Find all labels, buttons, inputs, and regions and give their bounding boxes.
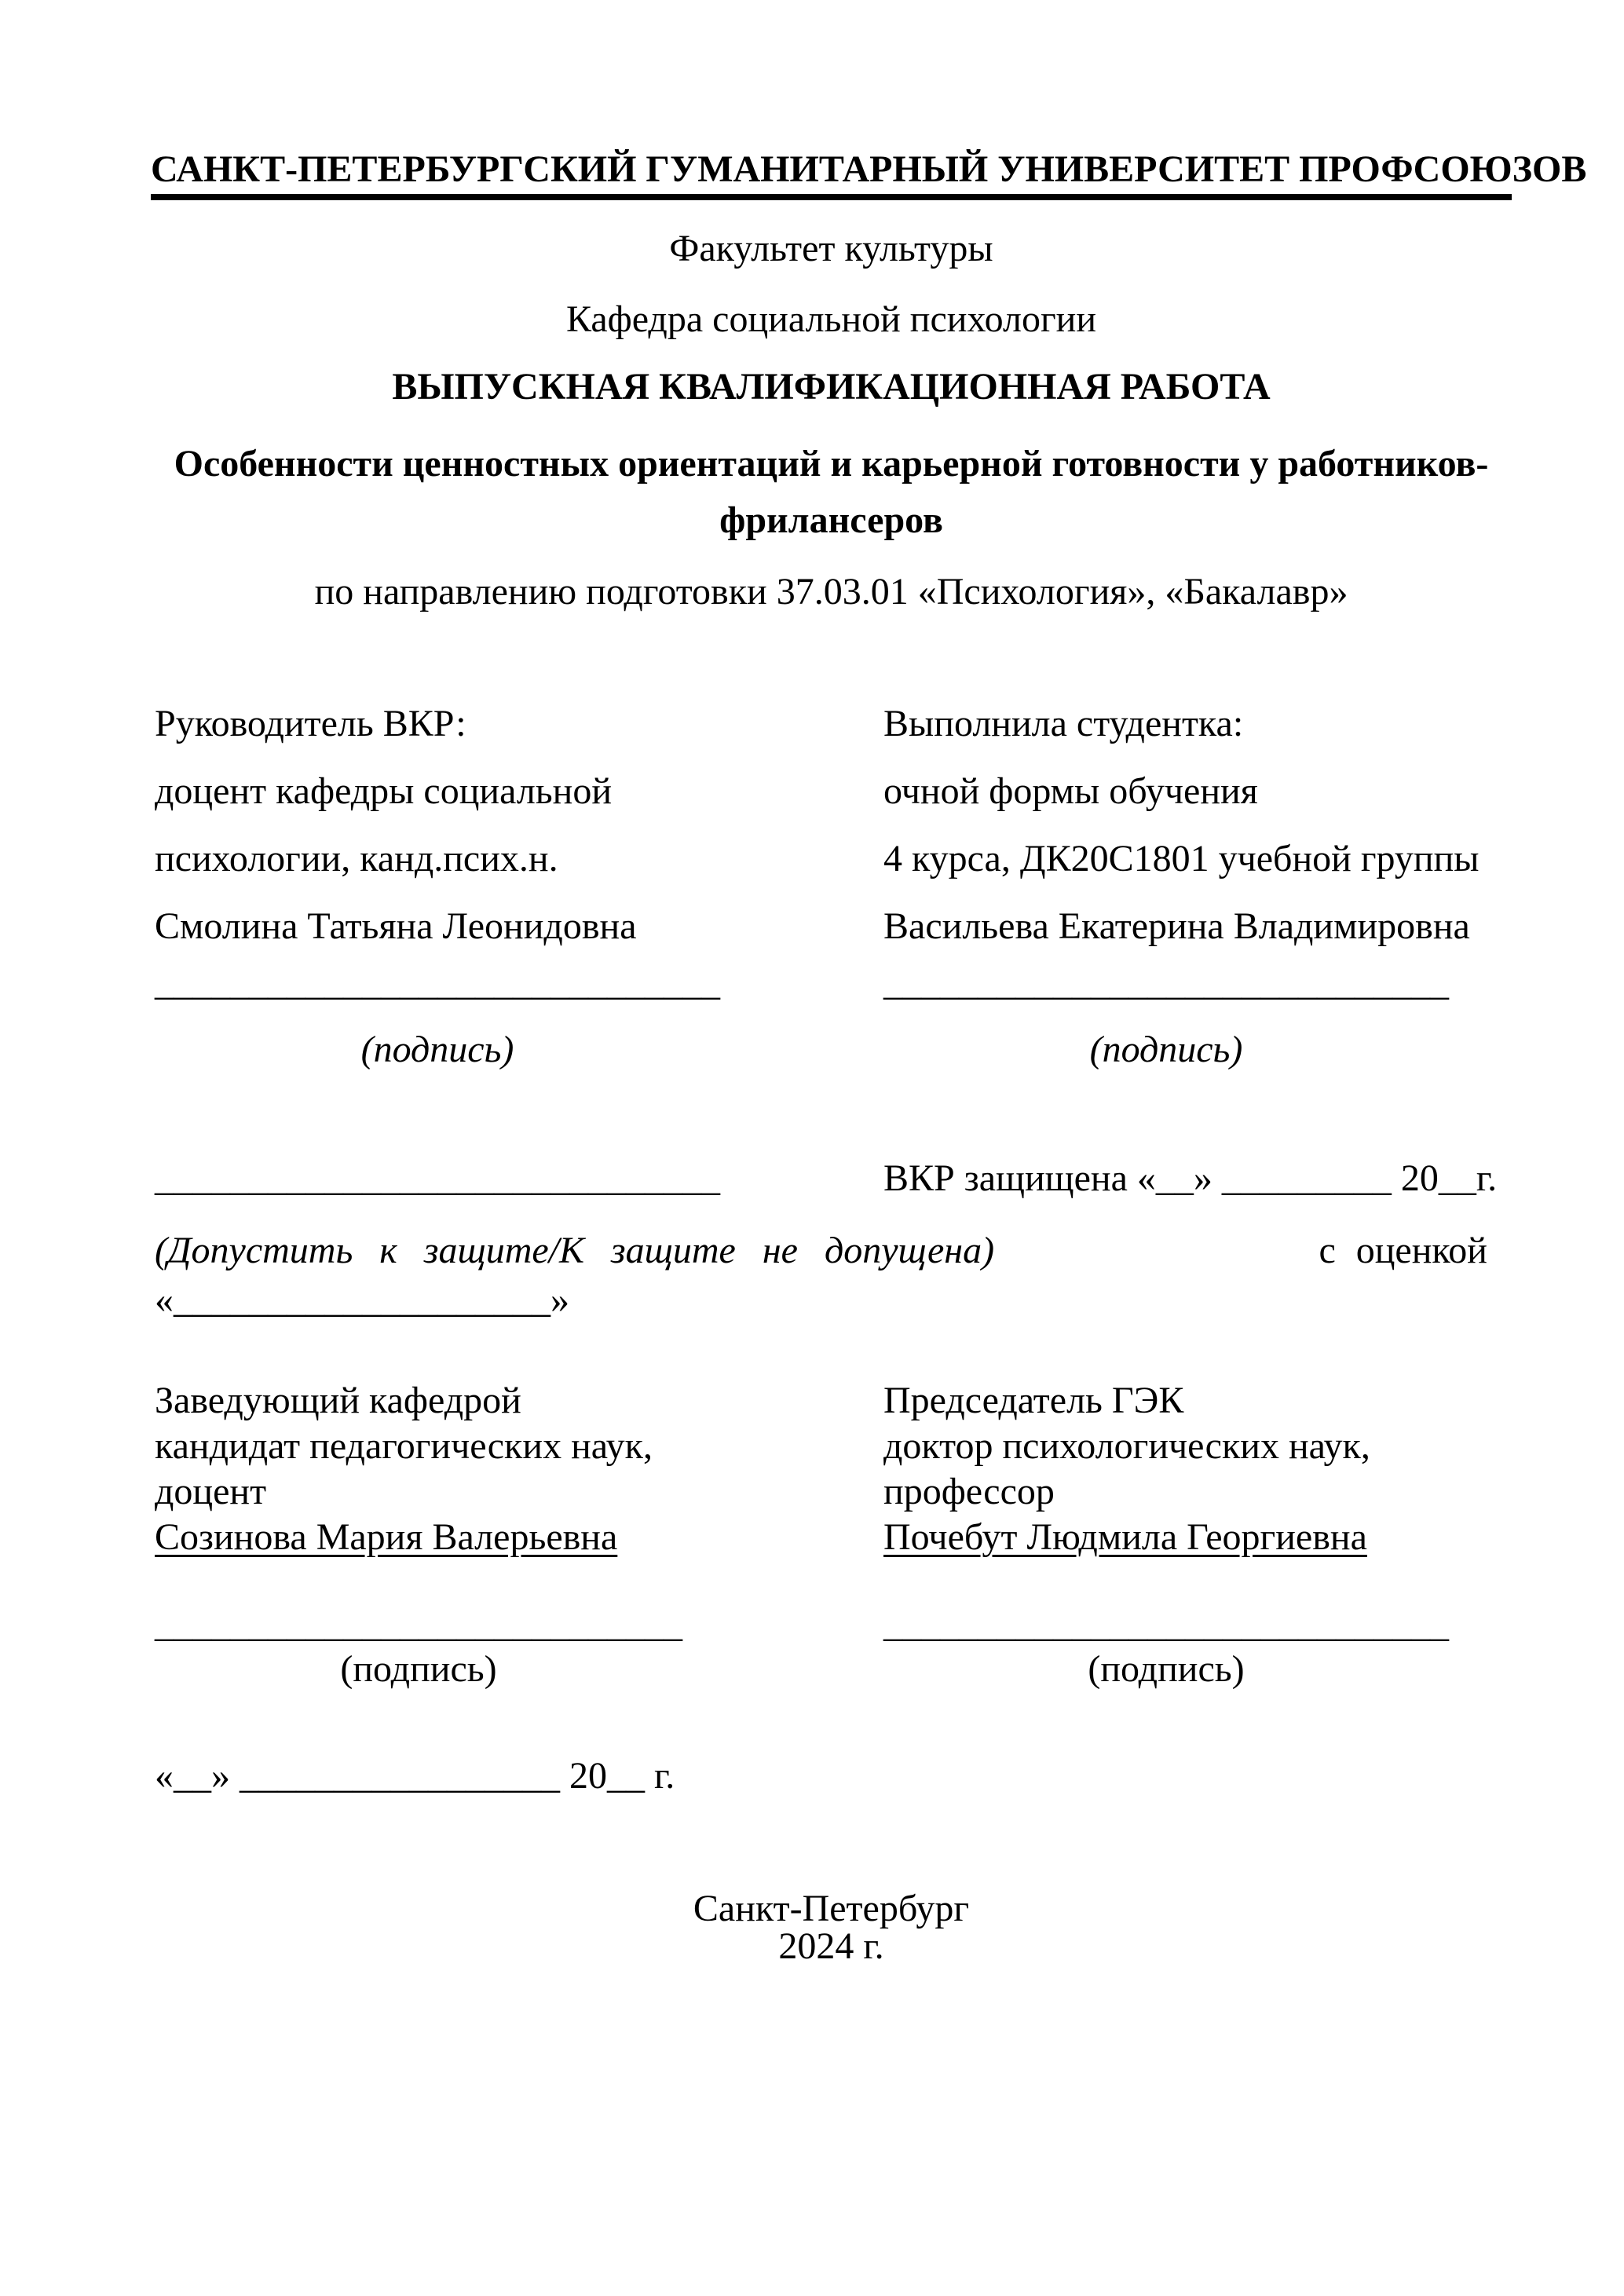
city-name: Санкт-Петербург	[693, 1888, 970, 1929]
student-info-line-1: очной формы обучения	[883, 770, 1258, 812]
department-name: Кафедра социальной психологии	[565, 298, 1097, 340]
supervisor-name: Смолина Татьяна Леонидовна	[155, 905, 637, 947]
university-name: САНКТ-ПЕТЕРБУРГСКИЙ ГУМАНИТАРНЫЙ УНИВЕРСИТЕТ ПРОФСОЮЗОВ	[151, 148, 1587, 190]
header-rule	[151, 194, 1512, 200]
student-block	[883, 690, 1480, 960]
thesis-title-line-1: Особенности ценностных ориентаций и карьерной готовности у работников-	[174, 443, 1489, 484]
department-head-position-line-3: доцент	[155, 1471, 267, 1512]
year-line: 2024 г.	[778, 1925, 884, 1967]
admission-note-row	[155, 1229, 1487, 1272]
supervisor-position-line-2: психологии, канд.псих.н.	[155, 838, 558, 879]
faculty-name: Факультет культуры	[669, 228, 993, 269]
gek-chair-signature-blank: ______________________________	[883, 1603, 1449, 1645]
gek-chair-position-line-1: Председатель ГЭК	[883, 1380, 1184, 1421]
grade-label: с оценкой	[1319, 1230, 1487, 1271]
department-head-signature-blank: ____________________________	[155, 1603, 682, 1645]
student-signature-blank: ______________________________	[883, 962, 1449, 1004]
grade-blank: «____________________»	[155, 1279, 569, 1321]
supervisor-signature-caption: (подпись)	[360, 1029, 514, 1070]
gek-chair-block	[883, 1378, 1370, 1560]
gek-chair-name: Почебут Людмила Георгиевна	[883, 1516, 1367, 1558]
thesis-title-line-2: фрилансеров	[719, 499, 943, 541]
work-type-heading: ВЫПУСКНАЯ КВАЛИФИКАЦИОННАЯ РАБОТА	[392, 366, 1271, 408]
supervisor-signature-blank: ______________________________	[155, 962, 720, 1004]
defended-date-line: ВКР защищена «__» _________ 20__г.	[883, 1157, 1498, 1199]
gek-chair-position-line-2: доктор психологических наук,	[883, 1425, 1370, 1467]
admission-note: (Допустить к защите/К защите не допущена)	[155, 1230, 995, 1271]
gek-chair-signature-caption: (подпись)	[1088, 1648, 1245, 1690]
supervisor-label: Руководитель ВКР:	[155, 703, 466, 744]
program-line: по направлению подготовки 37.03.01 «Психология», «Бакалавр»	[314, 571, 1348, 612]
date-blank-line: «__» _________________ 20__ г.	[155, 1755, 675, 1797]
department-head-signature-caption: (подпись)	[340, 1648, 497, 1690]
admission-decision-blank: ______________________________	[155, 1157, 720, 1199]
student-label: Выполнила студентка:	[883, 703, 1244, 744]
thesis-title	[151, 436, 1512, 549]
supervisor-position-line-1: доцент кафедры социальной	[155, 770, 613, 812]
department-head-name: Созинова Мария Валерьевна	[155, 1516, 618, 1558]
supervisor-block	[155, 690, 637, 960]
gek-chair-position-line-3: профессор	[883, 1471, 1055, 1512]
department-head-position-line-1: Заведующий кафедрой	[155, 1380, 521, 1421]
student-name: Васильева Екатерина Владимировна	[883, 905, 1470, 947]
student-signature-caption: (подпись)	[1089, 1029, 1243, 1070]
student-info-line-2: 4 курса, ДК20С1801 учебной группы	[883, 838, 1480, 879]
department-head-position-line-2: кандидат педагогических наук,	[155, 1425, 653, 1467]
department-head-block	[155, 1378, 653, 1560]
